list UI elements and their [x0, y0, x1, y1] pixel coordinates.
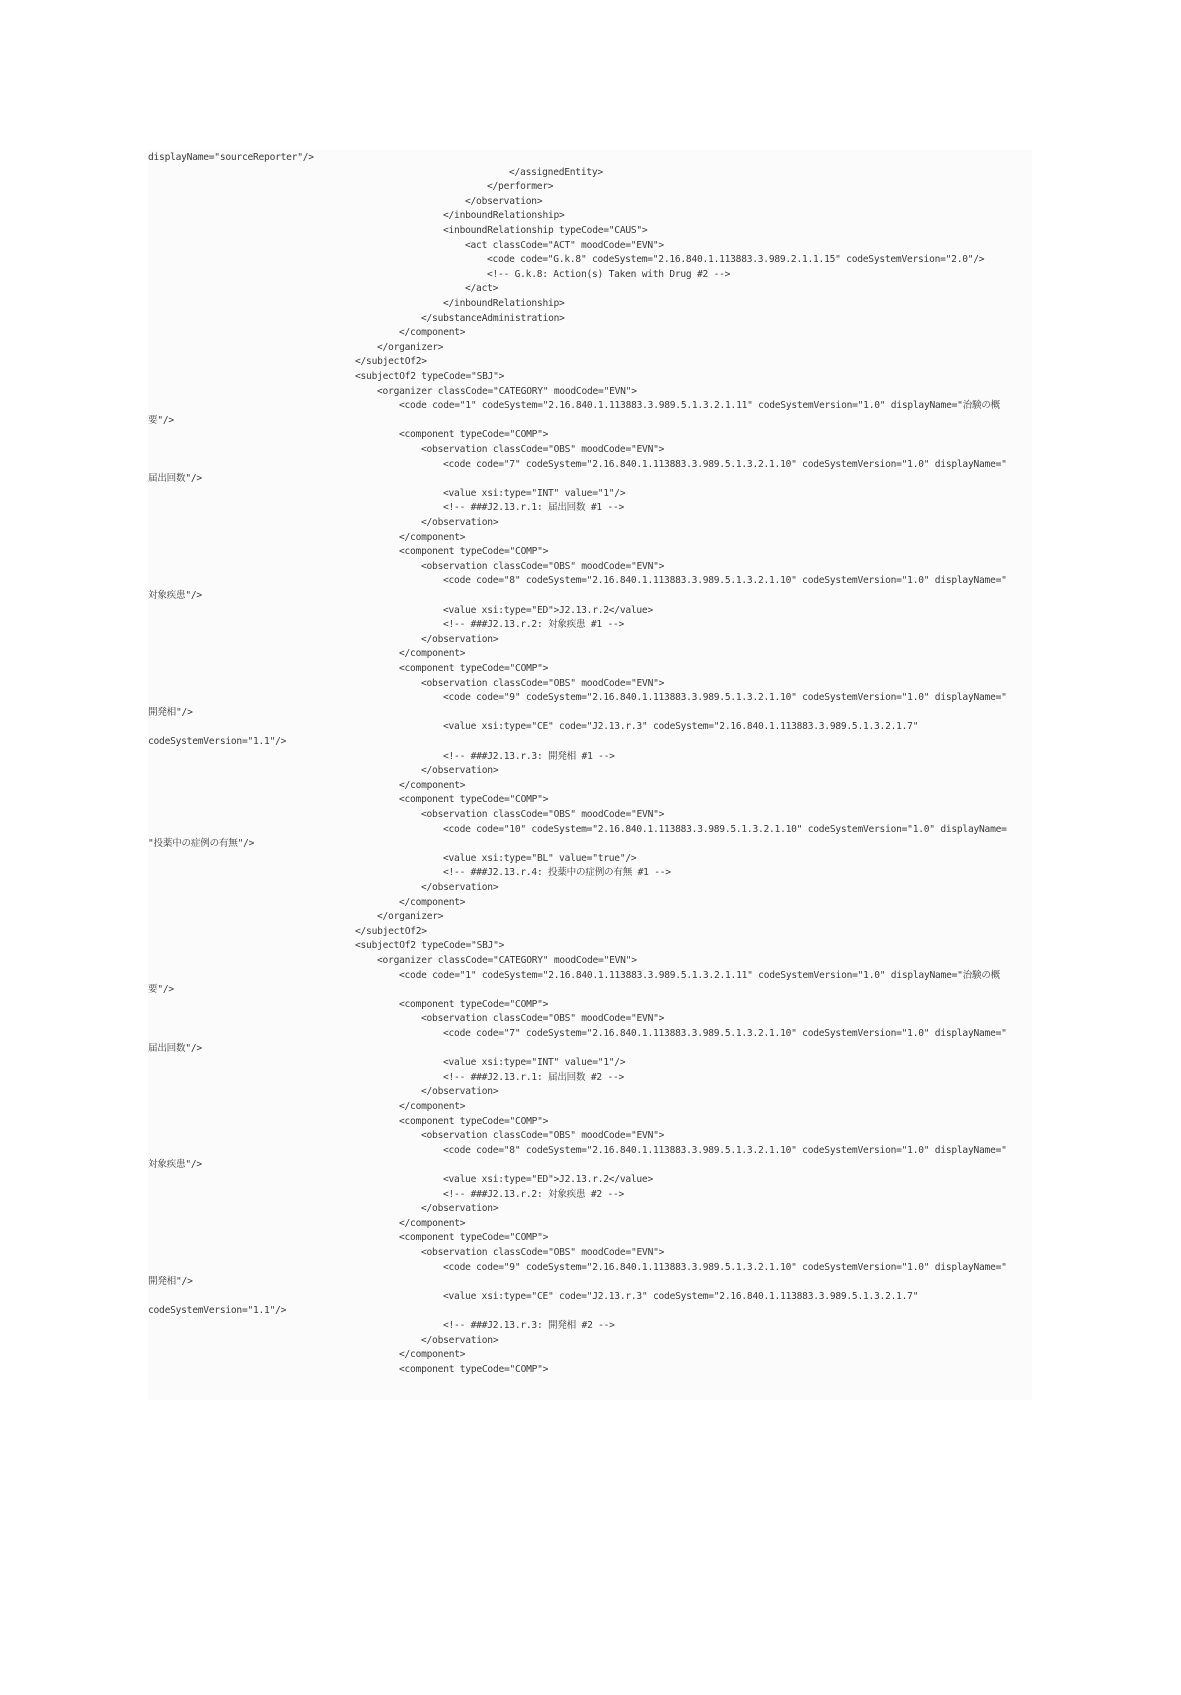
code-line: codeSystemVersion="1.1"/>: [148, 1305, 287, 1316]
code-line: </observation>: [421, 1335, 499, 1346]
code-line: 要"/>: [148, 415, 174, 426]
code-line: <component typeCode="COMP">: [399, 1116, 549, 1127]
code-line: codeSystemVersion="1.1"/>: [148, 736, 287, 747]
code-line: </component>: [399, 648, 466, 659]
code-line: displayName="sourceReporter"/>: [148, 152, 314, 163]
code-line: <code code="9" codeSystem="2.16.840.1.113883.3.989.5.1.3.2.1.10" codeSystemVersion="1.0" displayName=": [443, 692, 1007, 703]
code-line: </substanceAdministration>: [421, 313, 565, 324]
code-line: 届出回数"/>: [148, 473, 202, 484]
code-line: </observation>: [421, 634, 499, 645]
code-line: </inboundRelationship>: [443, 298, 565, 309]
code-line: <!-- ###J2.13.r.3: 開発相 #2 -->: [443, 1320, 615, 1331]
code-line: <component typeCode="COMP">: [399, 663, 549, 674]
code-line: <observation classCode="OBS" moodCode="EVN">: [421, 561, 665, 572]
code-line: </component>: [399, 1218, 466, 1229]
xml-code-listing: [148, 150, 1032, 1400]
code-line: </organizer>: [377, 342, 444, 353]
code-line: </assignedEntity>: [509, 167, 603, 178]
code-line: 対象疾患"/>: [148, 1159, 202, 1170]
code-line: </component>: [399, 327, 466, 338]
code-line: <component typeCode="COMP">: [399, 1364, 549, 1375]
code-line: <inboundRelationship typeCode="CAUS">: [443, 225, 648, 236]
code-line: <!-- ###J2.13.r.1: 届出回数 #1 -->: [443, 502, 625, 513]
code-line: <code code="7" codeSystem="2.16.840.1.113883.3.989.5.1.3.2.1.10" codeSystemVersion="1.0" displayName=": [443, 459, 1007, 470]
code-line: <component typeCode="COMP">: [399, 429, 549, 440]
code-line: <observation classCode="OBS" moodCode="EVN">: [421, 678, 665, 689]
code-line: </subjectOf2>: [355, 926, 427, 937]
code-line: <!-- ###J2.13.r.4: 投薬中の症例の有無 #1 -->: [443, 867, 671, 878]
code-line: <!-- ###J2.13.r.2: 対象疾患 #2 -->: [443, 1189, 625, 1200]
code-line: <value xsi:type="INT" value="1"/>: [443, 1057, 626, 1068]
code-line: </component>: [399, 1349, 466, 1360]
code-line: <code code="10" codeSystem="2.16.840.1.113883.3.989.5.1.3.2.1.10" codeSystemVersion="1.0" displayName=: [443, 824, 1007, 835]
code-line: <act classCode="ACT" moodCode="EVN">: [465, 240, 664, 251]
code-line: 開発相"/>: [148, 707, 193, 718]
code-line: <code code="8" codeSystem="2.16.840.1.113883.3.989.5.1.3.2.1.10" codeSystemVersion="1.0" displayName=": [443, 1145, 1007, 1156]
code-line: <subjectOf2 typeCode="SBJ">: [355, 371, 505, 382]
code-line: 届出回数"/>: [148, 1043, 202, 1054]
code-line: <observation classCode="OBS" moodCode="EVN">: [421, 809, 665, 820]
code-line: </inboundRelationship>: [443, 210, 565, 221]
code-line: </observation>: [421, 882, 499, 893]
code-line: </act>: [465, 283, 499, 294]
code-line: </component>: [399, 1101, 466, 1112]
code-line: </subjectOf2>: [355, 356, 427, 367]
code-line: <value xsi:type="CE" code="J2.13.r.3" codeSystem="2.16.840.1.113883.3.989.5.1.3.2.1.7": [443, 1291, 919, 1302]
code-line: <organizer classCode="CATEGORY" moodCode="EVN">: [377, 955, 637, 966]
code-line: 開発相"/>: [148, 1276, 193, 1287]
code-line: <!-- ###J2.13.r.3: 開発相 #1 -->: [443, 751, 615, 762]
code-line: <code code="7" codeSystem="2.16.840.1.113883.3.989.5.1.3.2.1.10" codeSystemVersion="1.0" displayName=": [443, 1028, 1007, 1039]
code-line: <observation classCode="OBS" moodCode="EVN">: [421, 1013, 665, 1024]
code-line: <component typeCode="COMP">: [399, 794, 549, 805]
code-line: 対象疾患"/>: [148, 590, 202, 601]
code-line: <value xsi:type="CE" code="J2.13.r.3" codeSystem="2.16.840.1.113883.3.989.5.1.3.2.1.7": [443, 721, 919, 732]
code-line: <code code="1" codeSystem="2.16.840.1.113883.3.989.5.1.3.2.1.11" codeSystemVersion="1.0" displayName="治験の概: [399, 400, 1001, 411]
code-line: </component>: [399, 897, 466, 908]
code-line: <value xsi:type="INT" value="1"/>: [443, 488, 626, 499]
code-line: <code code="G.k.8" codeSystem="2.16.840.1.113883.3.989.2.1.1.15" codeSystemVersion="2.0"/>: [487, 254, 985, 265]
code-line: </organizer>: [377, 911, 444, 922]
code-line: <component typeCode="COMP">: [399, 1232, 549, 1243]
code-line: <observation classCode="OBS" moodCode="EVN">: [421, 1130, 665, 1141]
code-line: <code code="9" codeSystem="2.16.840.1.113883.3.989.5.1.3.2.1.10" codeSystemVersion="1.0" displayName=": [443, 1262, 1007, 1273]
code-line: <observation classCode="OBS" moodCode="EVN">: [421, 444, 665, 455]
code-line: 要"/>: [148, 984, 174, 995]
code-line: </observation>: [421, 765, 499, 776]
code-line: <observation classCode="OBS" moodCode="EVN">: [421, 1247, 665, 1258]
code-line: "投薬中の症例の有無"/>: [148, 838, 255, 849]
code-line: <component typeCode="COMP">: [399, 999, 549, 1010]
code-line: </observation>: [421, 1086, 499, 1097]
code-line: </observation>: [421, 517, 499, 528]
code-line: <value xsi:type="ED">J2.13.r.2</value>: [443, 1174, 653, 1185]
code-line: </observation>: [421, 1203, 499, 1214]
code-line: <value xsi:type="BL" value="true"/>: [443, 853, 637, 864]
code-line: <subjectOf2 typeCode="SBJ">: [355, 940, 505, 951]
code-line: <!-- ###J2.13.r.2: 対象疾患 #1 -->: [443, 619, 625, 630]
code-line: </observation>: [465, 196, 543, 207]
code-line: <code code="8" codeSystem="2.16.840.1.113883.3.989.5.1.3.2.1.10" codeSystemVersion="1.0" displayName=": [443, 575, 1007, 586]
code-line: <value xsi:type="ED">J2.13.r.2</value>: [443, 605, 653, 616]
code-line: <!-- G.k.8: Action(s) Taken with Drug #2 -->: [487, 269, 731, 280]
code-line: </component>: [399, 532, 466, 543]
code-line: <!-- ###J2.13.r.1: 届出回数 #2 -->: [443, 1072, 625, 1083]
code-line: <component typeCode="COMP">: [399, 546, 549, 557]
code-line: <organizer classCode="CATEGORY" moodCode="EVN">: [377, 386, 637, 397]
code-line: </performer>: [487, 181, 554, 192]
code-line: </component>: [399, 780, 466, 791]
code-line: <code code="1" codeSystem="2.16.840.1.113883.3.989.5.1.3.2.1.11" codeSystemVersion="1.0" displayName="治験の概: [399, 970, 1001, 981]
